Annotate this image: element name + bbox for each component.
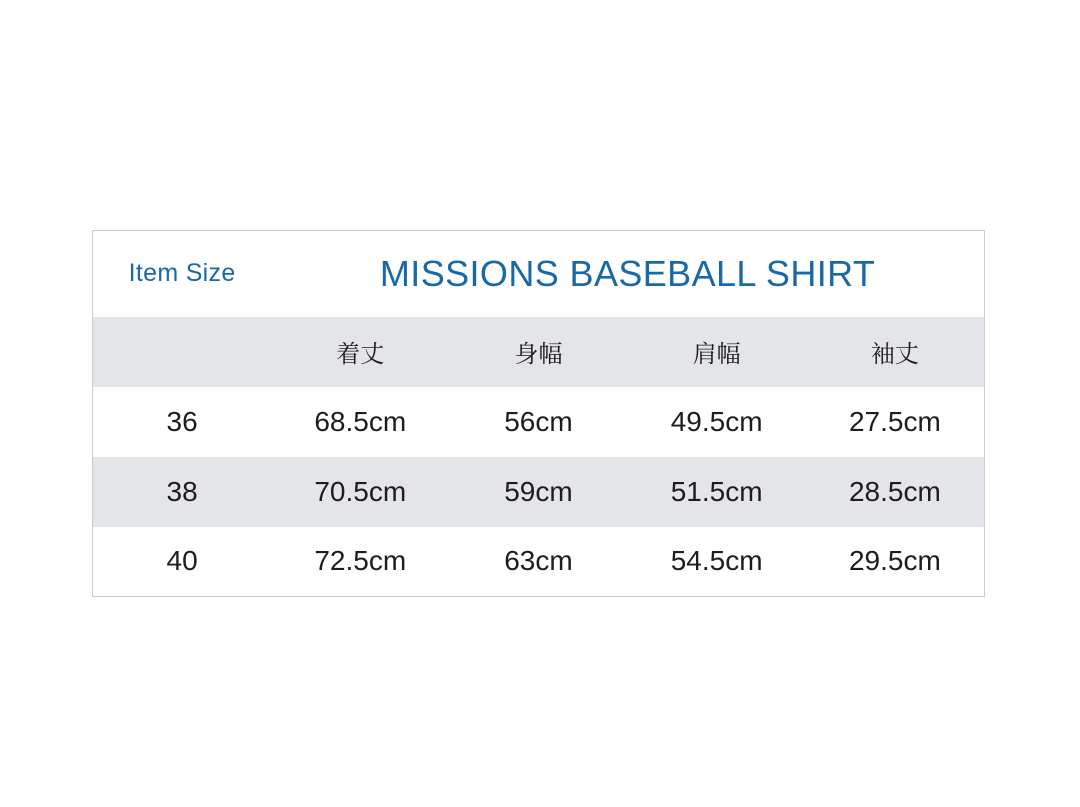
- table-row: [93, 527, 985, 597]
- row-40-sleeve-length: 29.5cm: [848, 545, 941, 577]
- row-36-chest-width: 56cm: [504, 405, 573, 437]
- row-size-36: 36: [166, 405, 198, 437]
- row-40-shoulder-width: 54.5cm: [670, 545, 763, 577]
- row-36-length: 68.5cm: [314, 405, 407, 437]
- row-36-shoulder-width: 49.5cm: [670, 405, 763, 437]
- row-size-40: 40: [166, 545, 198, 577]
- table-row: [93, 457, 985, 527]
- row-36-sleeve-length: 27.5cm: [848, 405, 941, 437]
- row-38-chest-width: 59cm: [504, 475, 573, 507]
- column-header-sleeve-length: 袖丈: [870, 341, 919, 368]
- table-header-row: [93, 231, 985, 317]
- column-header-length: 着丈: [336, 341, 385, 368]
- label-row-corner: [93, 317, 272, 387]
- table-row: [93, 387, 985, 457]
- row-38-length: 70.5cm: [314, 475, 407, 507]
- size-chart-table: [92, 230, 985, 597]
- product-title: MISSIONS BASEBALL SHIRT: [379, 252, 876, 294]
- item-size-label: Item Size: [128, 259, 236, 288]
- row-40-chest-width: 63cm: [504, 545, 573, 577]
- column-header-shoulder-width: 肩幅: [692, 341, 741, 368]
- measurement-label-row: [93, 317, 985, 387]
- row-size-38: 38: [166, 475, 198, 507]
- row-40-length: 72.5cm: [314, 545, 407, 577]
- row-38-shoulder-width: 51.5cm: [670, 475, 763, 507]
- row-38-sleeve-length: 28.5cm: [848, 475, 941, 507]
- column-header-chest-width: 身幅: [514, 341, 563, 368]
